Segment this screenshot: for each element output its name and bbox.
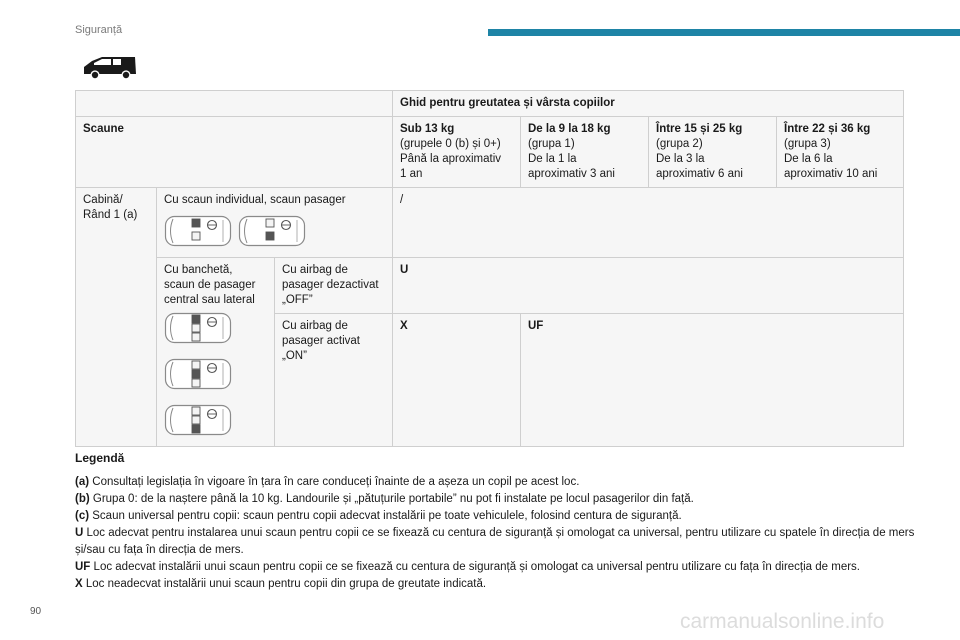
airbag-on-line: „ON” — [282, 350, 307, 363]
cabin-cell — [76, 188, 157, 447]
legend-text: Grupa 0: de la naștere până la 10 kg. Landourile și „pătuțurile portabile” nu pot fi instalate pe locul pasagerilor din față. — [92, 493, 694, 505]
individual-seat-cell — [157, 188, 393, 258]
group-cell — [521, 117, 649, 188]
group-line: (grupa 3) — [784, 138, 831, 150]
individual-seat-label: Cu scaun individual, scaun pasager — [164, 194, 346, 206]
bench-line: scaun de pasager — [164, 279, 256, 291]
legend-key: (c) — [75, 510, 90, 522]
cabin-line: Rând 1 (a) — [83, 209, 138, 221]
car-seat-diagram-icon — [238, 215, 306, 252]
airbag-off-value: U — [400, 264, 409, 276]
empty-header-cell — [76, 91, 393, 117]
airbag-on-line: Cu airbag de — [282, 320, 348, 333]
legend-item — [75, 576, 915, 593]
legend-title: Legendă — [75, 451, 125, 465]
group-line: aproximativ 3 ani — [528, 168, 615, 180]
airbag-on-value: X — [400, 320, 408, 333]
bench-line: Cu banchetă, — [164, 264, 233, 276]
group-line: De la 1 la — [528, 153, 577, 165]
group-line: (grupa 1) — [528, 138, 575, 150]
legend-item — [75, 491, 915, 508]
legend-text: Scaun universal pentru copii: scaun pentru copii adecvat instalării pe toate vehiculele, folosind centura de siguranță. — [92, 510, 682, 522]
legend-item — [75, 525, 915, 559]
individual-value: / — [400, 194, 404, 206]
legend-text: Loc adecvat pentru instalarea unui scaun pentru copii ce se fixează cu centura de siguranță și omologat ca universal, pentru utilizare cu spatele în direcția de mers și/sau cu fața în direcția de mers. — [75, 527, 915, 556]
legend-key: U — [75, 527, 84, 539]
section-title: Siguranță — [75, 24, 123, 36]
legend-key: (b) — [75, 493, 90, 505]
group-range: Între 22 și 36 kg — [784, 123, 871, 135]
legend-key: (a) — [75, 476, 90, 488]
legend-key: UF — [75, 561, 91, 573]
legend-item — [75, 508, 915, 525]
car-seat-diagram-icon — [164, 404, 267, 441]
group-range: Sub 13 kg — [400, 123, 455, 135]
legend-text: Loc neadecvat instalării unui scaun pentru copii din grupa de greutate indicată. — [85, 578, 487, 590]
child-seat-guide-table — [75, 90, 904, 447]
car-seat-diagram-icon — [164, 312, 267, 349]
group-line: De la 6 la — [784, 153, 833, 165]
legend-key: X — [75, 578, 83, 590]
airbag-on-value-cell — [521, 314, 904, 447]
group-line: (grupele 0 (b) și 0+) — [400, 138, 501, 150]
airbag-on-value: UF — [528, 320, 544, 333]
legend-item — [75, 559, 915, 576]
table-title: Ghid pentru greutatea și vârsta copiilor — [393, 91, 904, 117]
car-seat-diagram-icon — [164, 358, 267, 395]
group-line: Până la aproximativ — [400, 153, 501, 165]
watermark: carmanualsonline.info — [680, 610, 885, 633]
legend-text: Consultați legislația în vigoare în țara în care conduceți înainte de a așeza un copil pe acest loc. — [92, 476, 580, 488]
airbag-on-cell — [275, 314, 393, 447]
individual-value-cell — [393, 188, 904, 258]
legend-item — [75, 474, 915, 491]
group-range: De la 9 la 18 kg — [528, 123, 611, 135]
group-range: Între 15 și 25 kg — [656, 123, 743, 135]
airbag-on-value-cell — [393, 314, 521, 447]
group-line: (grupa 2) — [656, 138, 703, 150]
van-icon — [82, 54, 138, 80]
group-line: 1 an — [400, 168, 423, 180]
airbag-on-line: pasager activat — [282, 335, 360, 348]
group-cell — [649, 117, 777, 188]
airbag-off-line: pasager dezactivat — [282, 279, 379, 291]
group-line: aproximativ 6 ani — [656, 168, 743, 180]
bench-cell — [157, 258, 275, 447]
group-line: De la 3 la — [656, 153, 705, 165]
car-seat-diagram-icon — [164, 215, 232, 252]
airbag-off-line: „OFF” — [282, 294, 313, 306]
group-line: aproximativ 10 ani — [784, 168, 878, 180]
airbag-off-value-cell — [393, 258, 904, 314]
page-number: 90 — [30, 606, 42, 617]
legend-text: Loc adecvat instalării unui scaun pentru copii ce se fixează cu centura de siguranță și omologat ca universal pentru utilizare cu fața în direcția de mers. — [93, 561, 860, 573]
group-cell — [777, 117, 904, 188]
group-cell — [393, 117, 521, 188]
seats-label: Scaune — [76, 117, 393, 188]
accent-bar — [488, 29, 960, 36]
airbag-off-cell — [275, 258, 393, 314]
legend — [75, 450, 915, 593]
cabin-line: Cabină/ — [83, 194, 123, 206]
airbag-off-line: Cu airbag de — [282, 264, 348, 276]
bench-line: central sau lateral — [164, 294, 255, 306]
